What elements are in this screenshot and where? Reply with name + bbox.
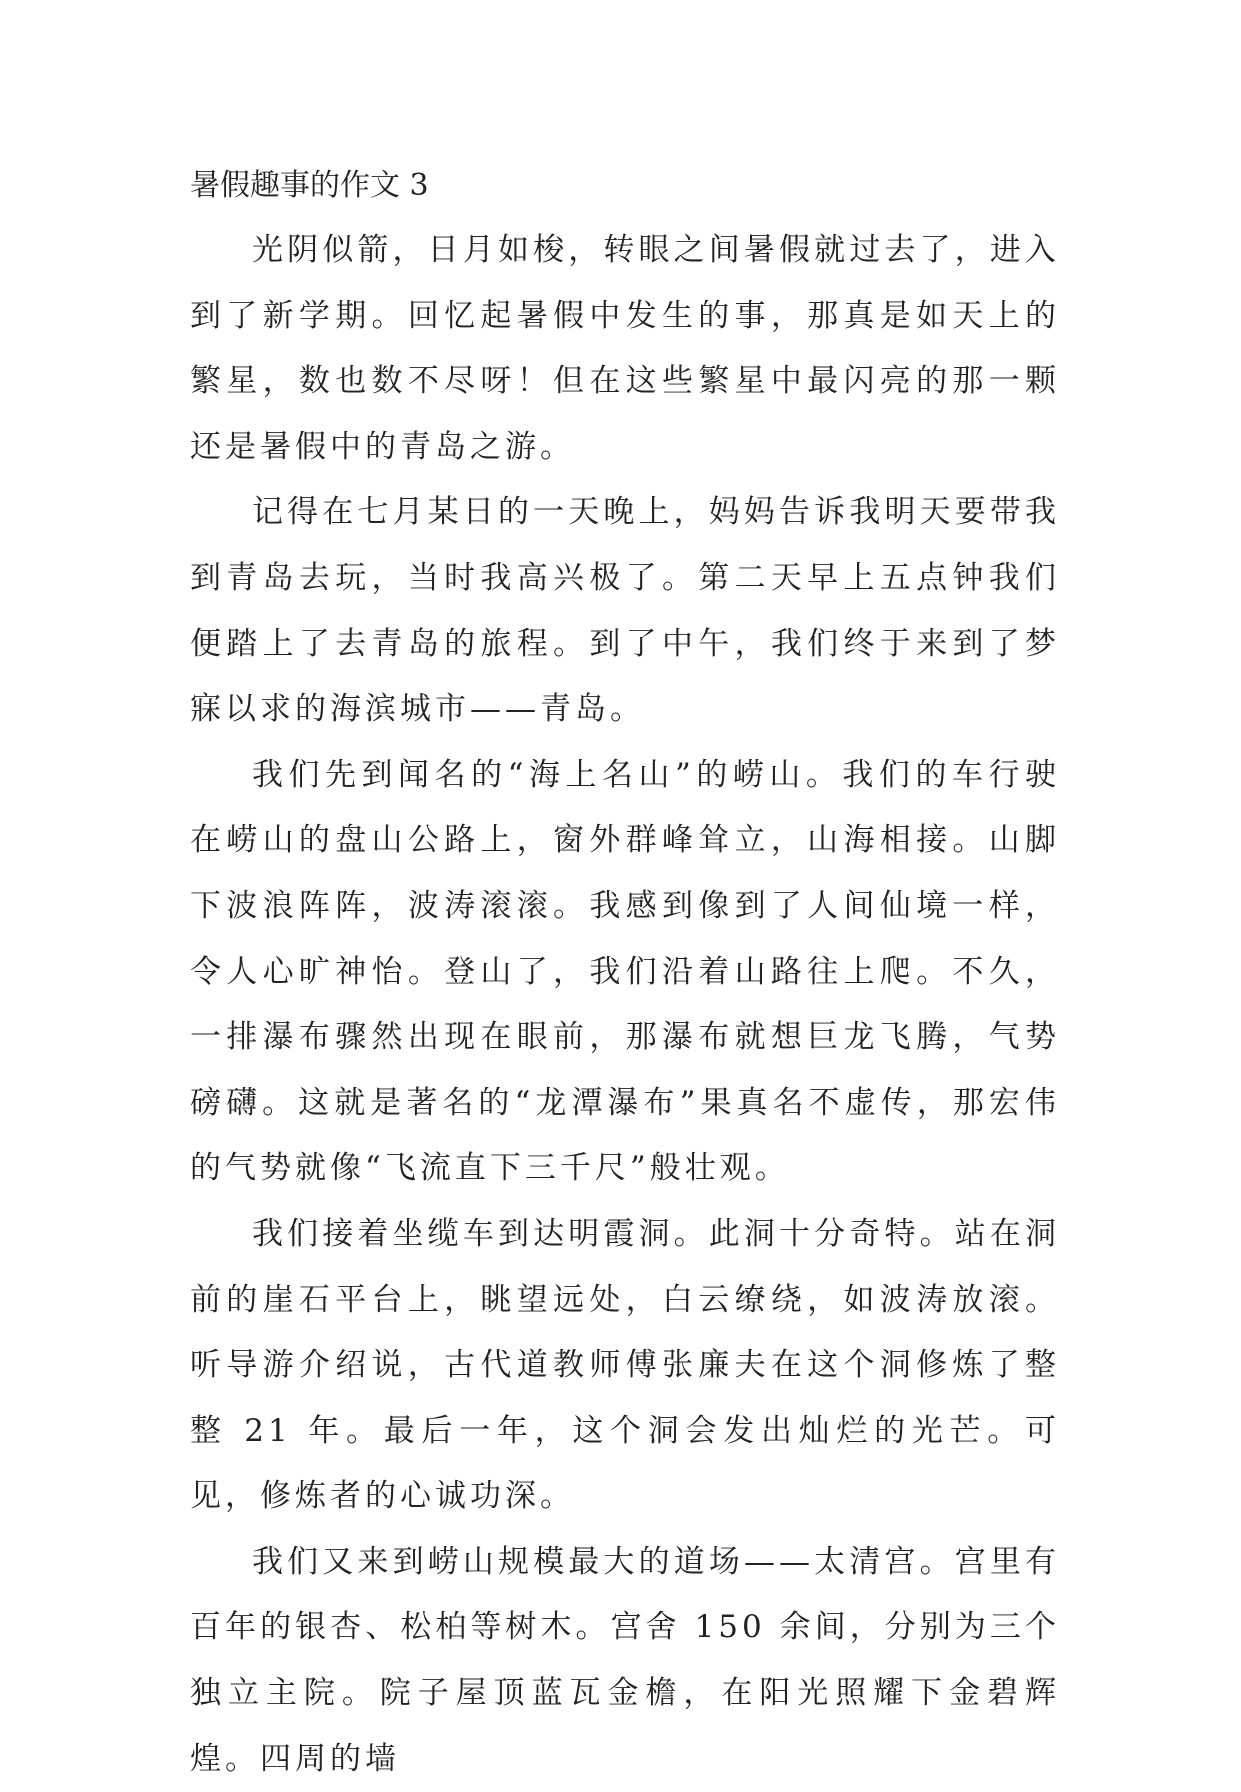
paragraph: 记得在七月某日的一天晚上，妈妈告诉我明天要带我到青岛去玩，当时我高兴极了。第二天早上五点钟我们便踏上了去青岛的旅程。到了中午，我们终于来到了梦寐以求的海滨城市——青岛。 [190, 494, 1060, 728]
document-body [190, 218, 1060, 1792]
paragraph: 光阴似箭，日月如梭，转眼之间暑假就过去了，进入到了新学期。回忆起暑假中发生的事，那真是如天上的繁星，数也数不尽呀！但在这些繁星中最闪亮的那一颗还是暑假中的青岛之游。 [190, 232, 1060, 465]
paragraph: 我们先到闻名的“海上名山”的崂山。我们的车行驶在崂山的盘山公路上，窗外群峰耸立，山海相接。山脚下波浪阵阵，波涛滚滚。我感到像到了人间仙境一样，令人心旷神怡。登山了，我们沿着山路往上爬。不久，一排瀑布骤然出现在眼前，那瀑布就想巨龙飞腾，气势磅礴。这就是著名的“龙潭瀑布”果真名不虚传，那宏伟的气势就像“飞流直下三千尺”般壮观。 [190, 756, 1060, 1187]
paragraph: 我们又来到崂山规模最大的道场——太清宫。宫里有百年的银杏、松柏等树木。宫舍 150 余间，分别为三个独立主院。院子屋顶蓝瓦金檐，在阳光照耀下金碧辉煌。四周的墙 [190, 1543, 1060, 1777]
document-title: 暑假趣事的作文 3 [190, 168, 429, 203]
paragraph: 我们接着坐缆车到达明霞洞。此洞十分奇特。站在洞前的崖石平台上，眺望远处，白云缭绕，如波涛放滚。听导游介绍说，古代道教师傅张廉夫在这个洞修炼了整整 21 年。最后一年，这个洞会发出灿烂的光芒。可见，修炼者的心诚功深。 [190, 1215, 1060, 1515]
